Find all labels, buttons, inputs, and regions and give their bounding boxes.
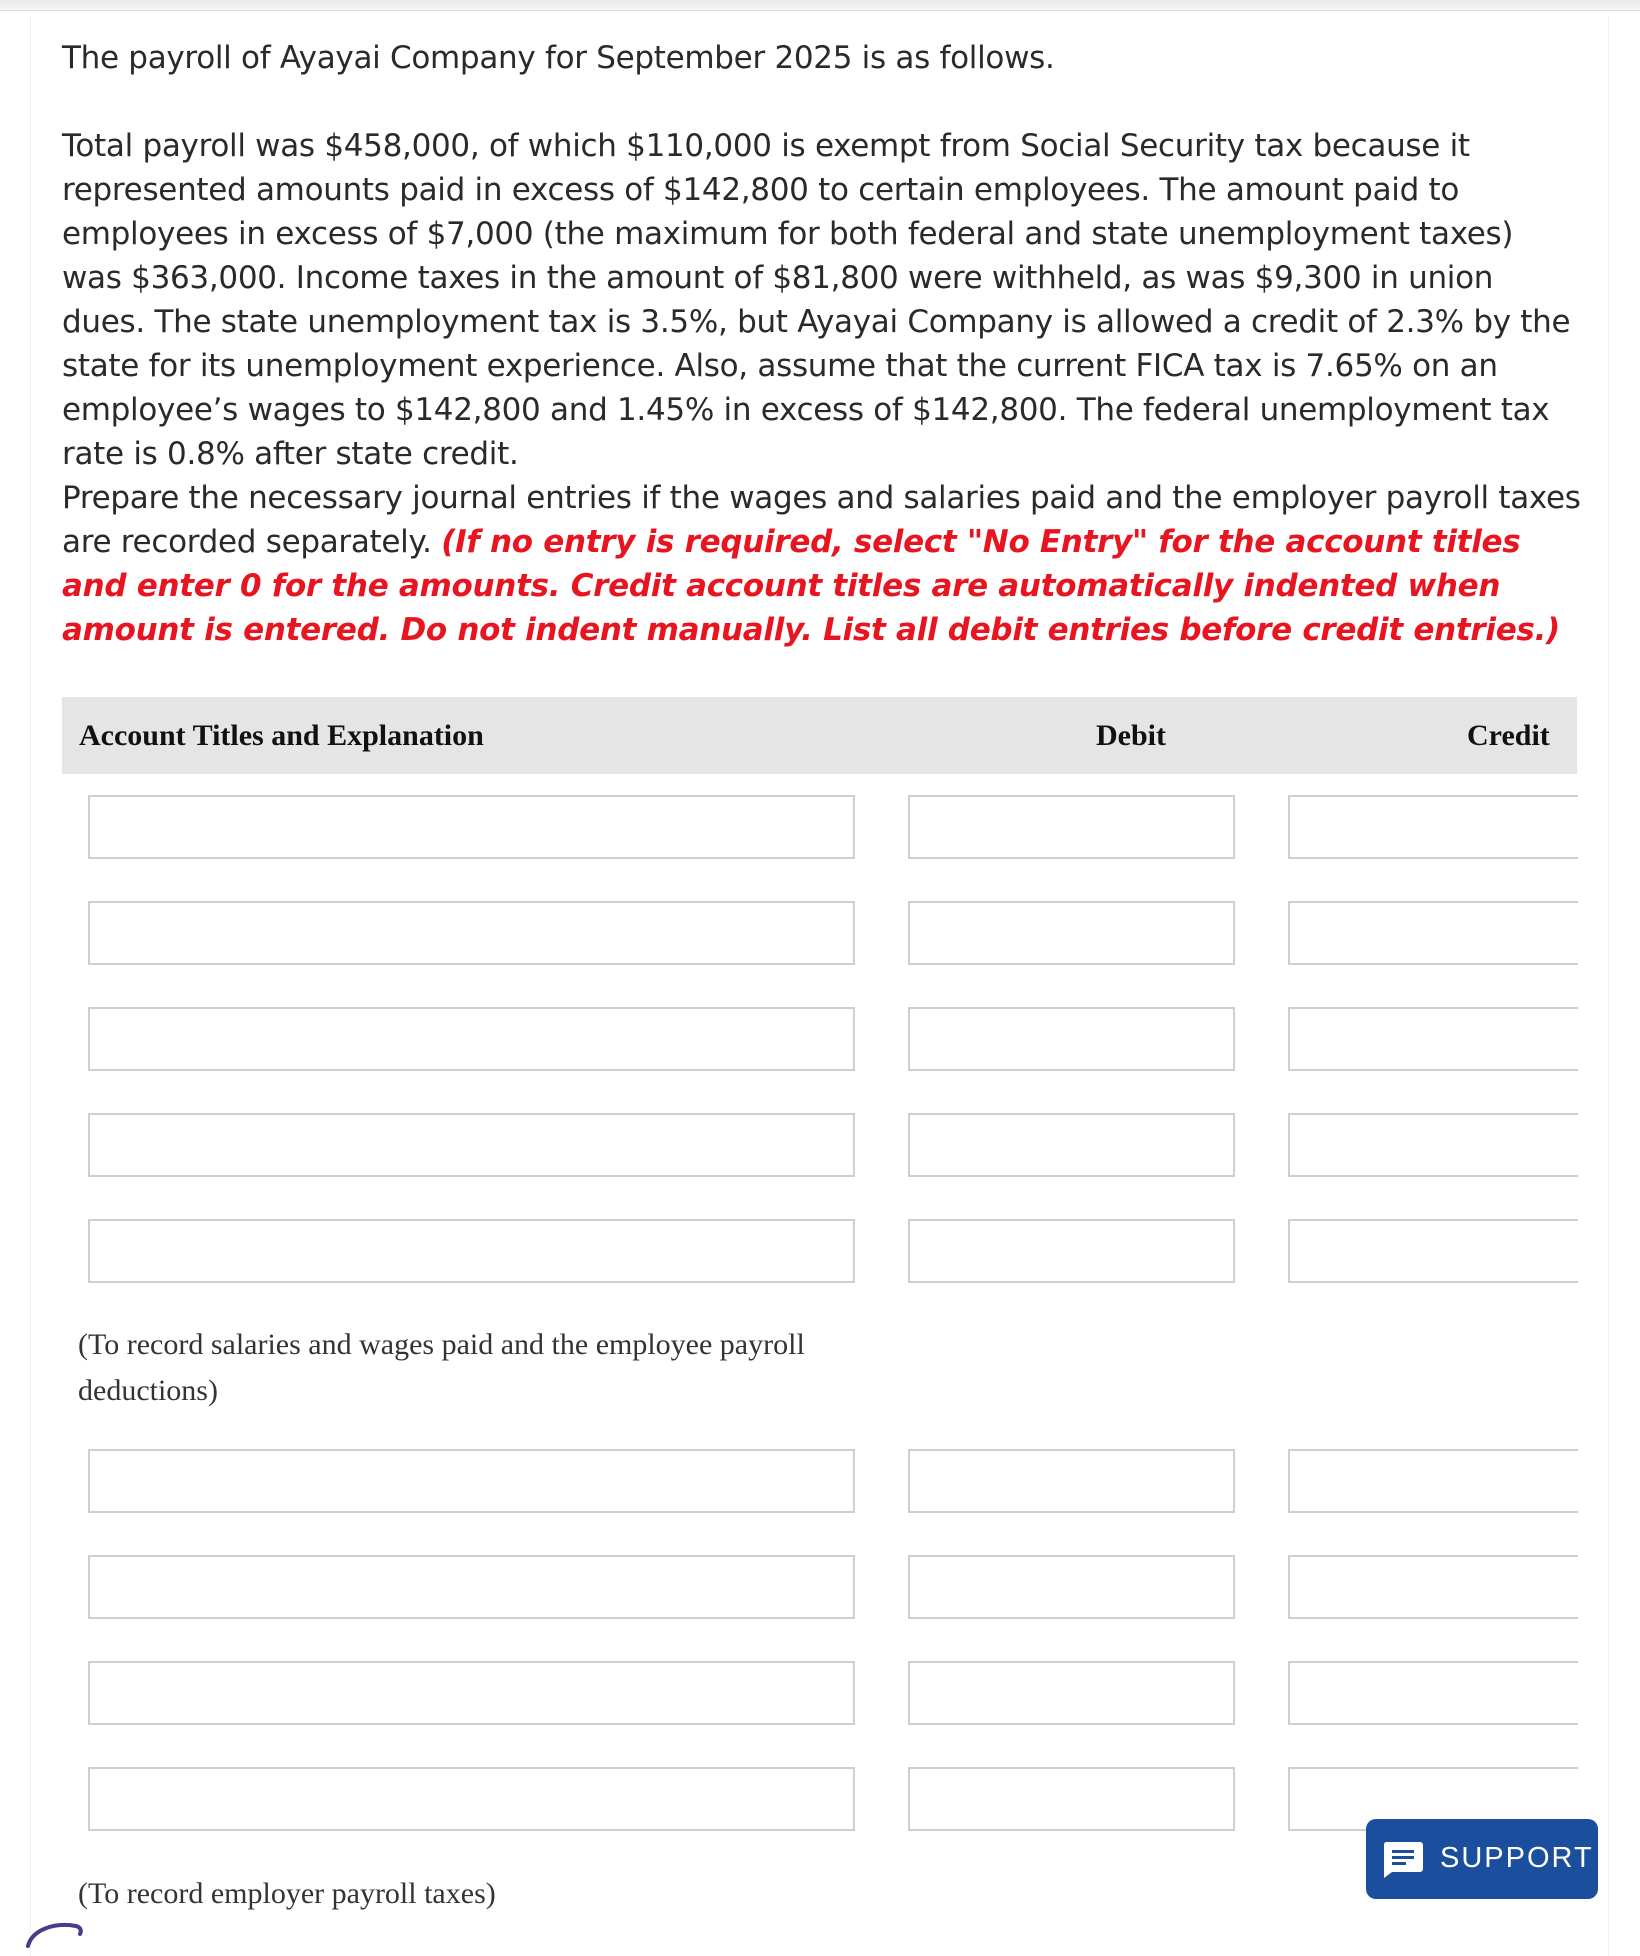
support-button[interactable] [1366,1819,1598,1899]
account-title-input[interactable] [88,795,855,859]
credit-input[interactable] [1288,795,1578,859]
account-title-input[interactable] [88,1449,855,1513]
debit-input[interactable] [908,1449,1235,1513]
instructions-emphasis: (If no entry is required, select "No Entry" for the account titles and enter 0 for the amounts. Credit account titles are automatically indented when amount is entered. Do not indent manually. List all debit entries before credit entries.) [62,524,1560,648]
debit-input[interactable] [908,1767,1235,1831]
credit-input[interactable] [1288,901,1578,965]
debit-input[interactable] [908,901,1235,965]
entry-2-explanation: (To record employer payroll taxes) [78,1877,496,1910]
account-title-input[interactable] [88,1219,855,1283]
account-title-input[interactable] [88,1661,855,1725]
account-title-input[interactable] [88,1767,855,1831]
chat-icon [1382,1839,1424,1879]
credit-header: Credit [1467,719,1550,752]
pen-scribble-icon [24,1918,84,1948]
credit-input[interactable] [1288,1449,1578,1513]
account-title-input[interactable] [88,1555,855,1619]
debit-input[interactable] [908,1661,1235,1725]
credit-input[interactable] [1288,1661,1578,1725]
debit-header: Debit [1096,719,1166,752]
instructions-text: Prepare the necessary journal entries if the wages and salaries paid and the employer payroll taxes are recorded separately. [62,480,1581,560]
debit-input[interactable] [908,1007,1235,1071]
account-titles-header: Account Titles and Explanation [79,719,484,752]
debit-input[interactable] [908,795,1235,859]
debit-input[interactable] [908,1219,1235,1283]
problem-details: Total payroll was $458,000, of which $110,000 is exempt from Social Security tax because it represented amounts paid in excess of $142,800 to certain employees. The amount paid to employees in excess of $7,000 (the maximum for both federal and state unemployment taxes) was $363,000. Income taxes in the amount of $81,800 were withheld, as was $9,300 in union dues. The state unemployment tax is 3.5%, but Ayayai Company is allowed a credit of 2.3% by the state for its unemployment experience. Also, assume that the current FICA tax is 7.65% on an employee’s wages to $142,800 and 1.45% in excess of $142,800. The federal unemployment tax rate is 0.8% after state credit. [62,128,1571,472]
top-toolbar-strip [0,0,1640,11]
debit-input[interactable] [908,1113,1235,1177]
intro-text: The payroll of Ayayai Company for September 2025 is as follows. [62,40,1055,76]
account-title-input[interactable] [88,901,855,965]
support-label: SUPPORT [1440,1842,1594,1874]
entry-1-explanation: (To record salaries and wages paid and the employee payroll deductions) [78,1328,805,1407]
journal-table-header [62,697,1577,774]
account-title-input[interactable] [88,1007,855,1071]
credit-input[interactable] [1288,1555,1578,1619]
instructions [62,476,1582,652]
credit-input[interactable] [1288,1219,1578,1283]
credit-input[interactable] [1288,1113,1578,1177]
debit-input[interactable] [908,1555,1235,1619]
credit-input[interactable] [1288,1007,1578,1071]
account-title-input[interactable] [88,1113,855,1177]
